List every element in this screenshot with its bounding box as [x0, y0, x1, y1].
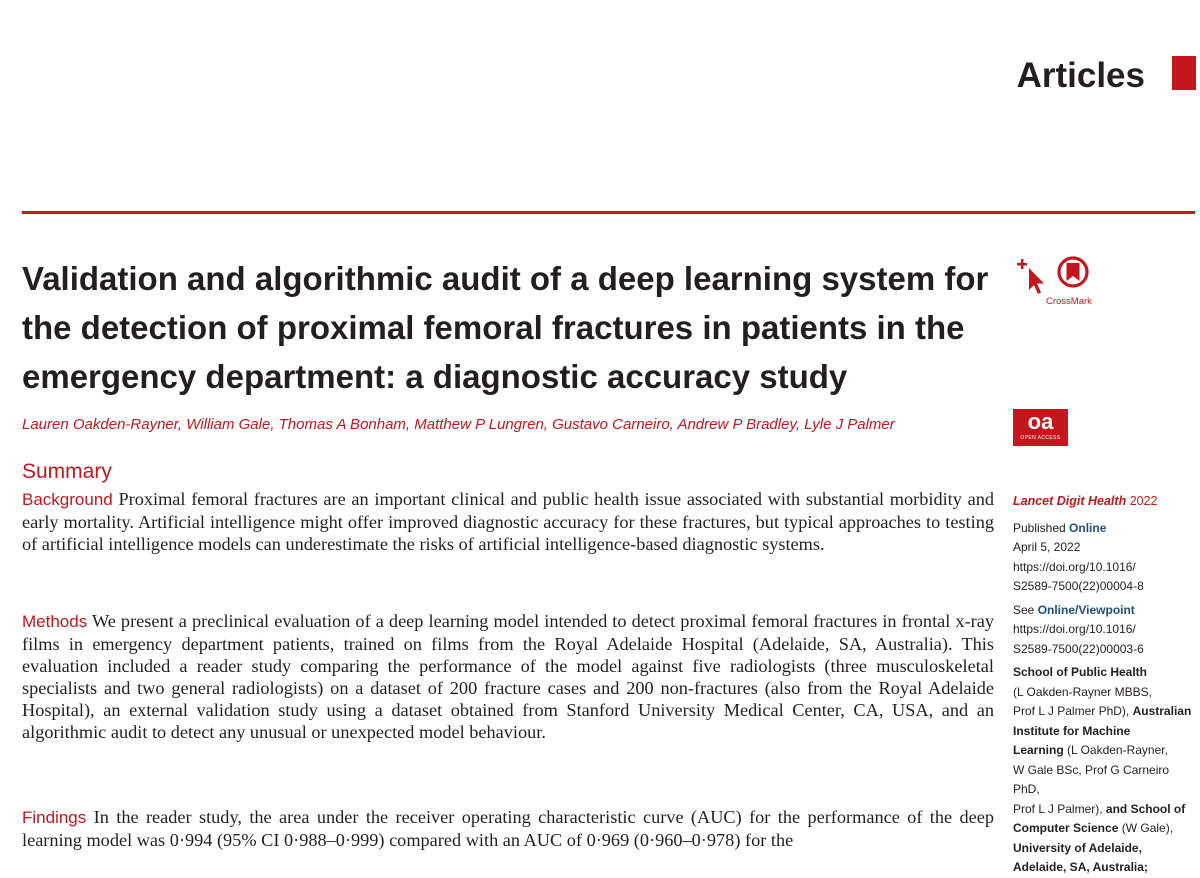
affiliation-line: (L Oakden-Rayner MBBS,	[1013, 684, 1152, 699]
see-also-line	[1013, 601, 1198, 621]
author-list: Lauren Oakden-Rayner, William Gale, Thomas A Bonham, Matthew P Lungren, Gustavo Carneiro, Andrew P Bradley, Lyle J Palmer	[22, 416, 895, 433]
affiliation-line: Adelaide, SA, Australia;	[1013, 860, 1148, 874]
background-paragraph	[22, 488, 994, 555]
affiliation-fragment: Prof L J Palmer PhD),	[1013, 704, 1133, 718]
section-color-mark	[1172, 56, 1196, 90]
affiliation-fragment: (L Oakden-Rayner,	[1063, 743, 1168, 757]
affiliation-fragment: Prof L J Palmer),	[1013, 801, 1106, 816]
affiliation-fragment: Australian	[1132, 704, 1192, 718]
doi-link-1b[interactable]: S2589-7500(22)00004-8	[1013, 579, 1144, 593]
affiliation-line	[1013, 800, 1198, 820]
published-online-link[interactable]: Online	[1069, 520, 1107, 535]
affiliation-line: W Gale BSc, Prof G Carneiro PhD,	[1013, 762, 1170, 796]
affiliation-fragment: (W Gale),	[1118, 821, 1174, 835]
doi-link-2b[interactable]: S2589-7500(22)00003-6	[1013, 641, 1144, 656]
crossmark-label: CrossMark	[1046, 296, 1092, 307]
methods-paragraph	[22, 610, 994, 743]
doi-link-2a[interactable]: https://doi.org/10.1016/	[1013, 622, 1136, 636]
journal-name: Lancet Digit Health	[1013, 494, 1127, 508]
affiliation-line	[1013, 741, 1198, 761]
affiliation-line: University of Adelaide,	[1013, 840, 1142, 855]
affiliation-line: Institute for Machine	[1013, 723, 1131, 738]
findings-paragraph	[22, 806, 994, 851]
doi-link-1a[interactable]: https://doi.org/10.1016/	[1013, 559, 1136, 574]
published-prefix: Published	[1013, 520, 1070, 535]
see-prefix: See	[1013, 602, 1038, 617]
affiliation-fragment: Learning	[1013, 743, 1064, 757]
findings-text: In the reader study, the area under the receiver operating characteristic curve (AUC) for the performance of the deep learning model was 0·994 (95% CI 0·988–0·999) compared with an AUC of 0·969 (0·960–0·978) for the	[22, 807, 994, 850]
article-sidebar	[1013, 492, 1198, 878]
summary-heading: Summary	[22, 460, 112, 483]
published-date: April 5, 2022	[1013, 540, 1081, 554]
journal-citation	[1013, 492, 1198, 512]
oa-subtitle: OPEN ACCESS	[1020, 435, 1061, 441]
published-line	[1013, 519, 1198, 539]
affiliation-line	[1013, 702, 1198, 722]
methods-text: We present a preclinical evaluation of a deep learning model intended to detect proximal femoral fractures in frontal x-ray films in emergency department patients, trained on films from the Royal Adelaide Hospital (Adelaide, SA, Australia). This evaluation included a reader study comparing the performance of the model against five radiologists (three musculoskeletal specialists and two general radiologists) on a dataset of 200 fracture cases and 200 non-fractures (also from the Royal Adelaide Hospital), an external validation study using a dataset obtained from Stanford University Medical Center, CA, USA, and an algorithmic audit to detect any unusual or unexpected model behaviour.	[22, 611, 994, 742]
journal-year: 2022	[1126, 494, 1158, 508]
background-label: Background	[22, 490, 113, 509]
background-text: Proximal femoral fractures are an important clinical and public health issue associated with substantial morbidity and early mortality. Artificial intelligence might offer improved diagnostic accuracy for these fractures, but typical approaches to testing of artificial intelligence models can underestimate the risks of artificial intelligence-based diagnostic systems.	[22, 489, 994, 554]
section-label: Articles	[1016, 56, 1145, 95]
header-rule	[22, 211, 1195, 214]
affiliation-fragment: and School of	[1105, 801, 1186, 816]
affiliation-line: School of Public Health	[1013, 665, 1148, 679]
affiliation-line	[1013, 819, 1198, 839]
affiliation-fragment: Computer Science	[1013, 821, 1119, 835]
article-title: Validation and algorithmic audit of a deep learning system for the detection of proximal femoral fractures in patients in the emergency department: a diagnostic accuracy study	[22, 260, 989, 395]
viewpoint-link[interactable]: Online/Viewpoint	[1037, 602, 1135, 617]
findings-label: Findings	[22, 808, 87, 827]
methods-label: Methods	[22, 612, 88, 631]
oa-logo-text: oa	[1027, 409, 1054, 434]
open-access-badge	[1013, 409, 1068, 446]
